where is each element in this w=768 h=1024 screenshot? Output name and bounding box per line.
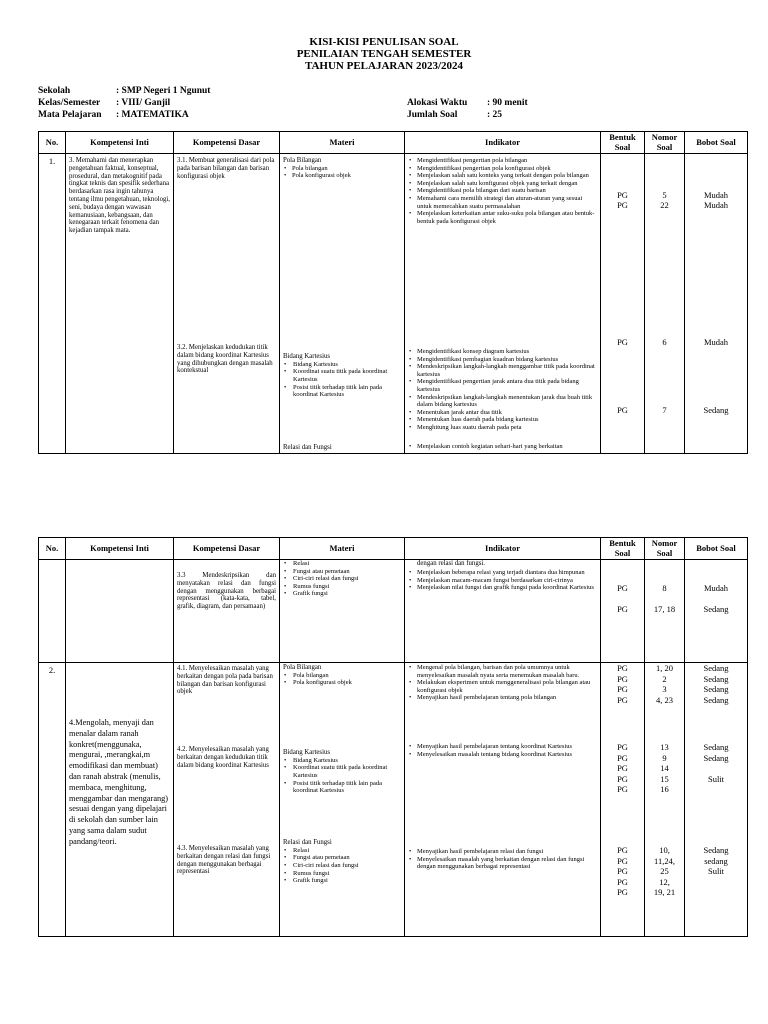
indikator-item: • Menyelesaikan masalah tentang bidang koordinat Kartesius [408,751,597,759]
bentuk-soal: PG [617,855,628,866]
bentuk-soal-group-4-1 [601,663,644,705]
indikator-item: • Mengidentifikasi pola bilangan dari suatu barisan [408,187,597,195]
nomor-soal: 14 [660,763,669,773]
header-no: No. [39,538,66,560]
materi-relasi-fungsi-title: Relasi dan Fungsi [283,444,332,451]
jumlah-value: : 25 [487,110,503,120]
bobot-soal: Sedang [703,684,729,694]
bobot-soal: Sulit [707,866,725,876]
indikator-item: • Mendeskripsikan langkah-langkah menentukan jarak dua buah titik dalam bidang kartesius [408,394,597,409]
indikator-list-3-3 [408,569,597,592]
kisi-table-1 [38,131,748,454]
materi-item: • Grafik fungsi [283,590,401,598]
materi-bidang-kartesius [283,353,401,399]
materi-title: Pola Bilangan [283,157,322,164]
header-bentuk-soal: Bentuk Soal [601,538,645,560]
header-no: No. [39,132,66,154]
bentuk-soal: PG [617,684,628,694]
indikator-list-3-2 [408,348,597,432]
nomor-soal: 9 [662,752,667,763]
indikator-item: • Menjelaskan salah satu konfigurasi objek yang terkait dengan [408,180,597,188]
indikator-item: • Mengidentifikasi pembagian kuadran bidang kartesius [408,356,597,364]
indikator-continuation: dengan relasi dan fungsi. [417,560,485,567]
materi-item: • Fungsi atau pemetaan [283,854,401,862]
kompetensi-dasar-3-2: 3.2. Menjelaskan kedudukan titik dalam bidang koordinat Kartesius yang dihubungkan dengan masalah kontekstual [177,344,273,375]
indikator-item: • Menjelaskan salah satu konteks yang terkait dengan pola bilangan [408,172,597,180]
bobot-soal [685,763,747,774]
header-materi: Materi [280,132,405,154]
materi-item: • Posisi titik terhadap titik lain pada koordinat Kartesius [283,384,401,399]
nomor-soal: 2 [662,673,667,684]
bentuk-soal: PG [617,190,628,200]
materi-bidang-kartesius [283,749,401,795]
nomor-soal: 3 [662,684,667,694]
bentuk-soal: PG [617,337,628,347]
indikator-item: • Memahami cara memilih strategi dan aturan-aturan yang sesuai untuk memecahkan suatu permasalahan [408,195,597,210]
materi-item: • Pola konfigurasi objek [283,172,401,180]
indikator-item: • Menyajikan hasil pembelajaran tentang koordinat Kartesius [408,743,597,751]
nomor-soal: 8 [662,583,667,593]
indikator-list-4-1 [408,664,597,702]
nomor-soal: 13 [660,742,669,752]
header-kompetensi-dasar: Kompetensi Dasar [174,132,280,154]
header-materi: Materi [280,538,405,560]
bentuk-soal: PG [617,694,628,705]
bobot-soal: Sedang [703,845,729,855]
bobot-soal: Mudah [703,337,729,347]
document-title-line-2: PENILAIAN TENGAH SEMESTER [296,48,472,60]
bobot-soal: Mudah [703,190,729,200]
nomor-soal: 11,24, [654,855,675,866]
kompetensi-dasar-4-2: 4.2. Menyelesaikan masalah yang berkaitan dengan kedudukan titik dalam bidang koordinat Kartesius [177,746,269,769]
materi-item: • Posisi titik terhadap titik lain pada koordinat Kartesius [283,780,401,795]
bobot-soal: Sedang [703,604,729,614]
sekolah-value: : SMP Negeri 1 Ngunut [116,86,211,96]
mapel-label: Mata Pelajaran [38,110,102,120]
bentuk-soal: PG [617,200,628,210]
materi-item: • Bidang Kartesius [283,757,401,765]
nomor-soal: 1, 20 [656,663,673,673]
header-bobot-soal: Bobot Soal [685,538,748,560]
materi-relasi-fungsi-list [283,560,401,598]
nomor-soal-group-4-1 [645,663,684,705]
bentuk-soal-group-4-3 [601,845,644,898]
indikator-item: • Menghitung luas suatu daerah pada peta [408,424,597,432]
materi-item: • Rumus fungsi [283,870,401,878]
materi-title: Relasi dan Fungsi [283,839,332,846]
bobot-soal: Sedang [703,405,729,415]
document-title-line-3: TAHUN PELAJARAN 2023/2024 [304,60,464,72]
nomor-soal-group-4-2 [645,742,684,795]
bobot-soal: Mudah [703,583,729,593]
indikator-item: • Mengenal pola bilangan, barisan dan pola umumnya untuk menyelesaikan masalah nyata serta menemukan masalah baru. [408,664,597,679]
indikator-list-4-3 [408,848,597,871]
alokasi-label: Alokasi Waktu [407,98,468,108]
bentuk-soal: PG [617,742,628,752]
materi-pola-bilangan [283,157,401,180]
kompetensi-dasar-3-1: 3.1. Membuat generalisasi dari pola pada barisan bilangan dan barisan konfigurasi objek [177,157,275,180]
indikator-list-3-1 [408,157,597,225]
indikator-list-relasi-start [408,443,597,451]
indikator-item: • Mengidentifikasi pengertian pola konfigurasi objek [408,165,597,173]
mapel-value: : MATEMATIKA [116,110,189,120]
bentuk-soal: PG [617,663,628,673]
jumlah-label: Jumlah Soal [407,110,458,120]
indikator-item: • Menentukan luas daerah pada bidang kartesius [408,416,597,424]
kisi-table-2 [38,537,748,937]
materi-item: • Ciri-ciri relasi dan fungsi [283,862,401,870]
nomor-soal: 22 [660,200,669,210]
nomor-soal: 15 [660,773,669,784]
indikator-list-4-2 [408,743,597,758]
bobot-soal: Sulit [707,773,725,784]
materi-title: Bidang Kartesius [283,353,331,360]
kompetensi-dasar-4-3: 4.3. Menyelesaikan masalah yang berkaitan dengan relasi dan fungsi dengan menggunakan berbagai representasi [177,845,271,876]
header-bentuk-soal: Bentuk Soal [601,132,645,154]
indikator-item: • Menjelaskan keterkaitan antar suku-suku pola bilangan atau bentuk-bentuk pada konfigurasi objek [408,210,597,225]
kompetensi-dasar-4-1: 4.1. Menyelesaikan masalah yang berkaitan dengan pola pada barisan bilangan dan barisan konfigurasi objek [177,665,273,696]
materi-item: • Relasi [283,560,401,568]
nomor-soal: 12, [659,876,670,887]
bobot-soal: Sedang [703,752,729,763]
row-number: 1. [48,156,56,166]
materi-item: • Koordinat suatu titik pada koordinat Kartesius [283,368,401,383]
kelas-label: Kelas/Semester [38,98,101,108]
indikator-item: • Menjelaskan contoh kegiatan sehari-hari yang berkaitan [408,443,597,451]
indikator-item: • Melakukan eksperimen untuk menggeneralisasi pola bilangan atau konfigurasi objek [408,679,597,694]
bentuk-soal: PG [617,405,628,415]
bentuk-soal: PG [617,784,628,794]
bentuk-soal: PG [617,752,628,763]
bentuk-soal: PG [617,763,628,773]
kelas-value: : VIII/ Ganjil [116,98,171,108]
header-kompetensi-inti: Kompetensi Inti [66,132,174,154]
materi-title: Pola Bilangan [283,664,322,671]
materi-item: • Pola bilangan [283,672,401,680]
header-bobot-soal: Bobot Soal [685,132,748,154]
bentuk-soal: PG [617,773,628,784]
bentuk-soal: PG [617,583,628,593]
indikator-item: • Menjelaskan nilai fungsi dan grafik fungsi pada koordinat Kartesius [408,584,597,592]
bentuk-soal: PG [617,845,628,855]
nomor-soal: 17, 18 [653,604,676,614]
header-kompetensi-inti: Kompetensi Inti [66,538,174,560]
indikator-item: • Mendeskripsikan langkah-langkah menggambar titik pada koordinat kartesius [408,363,597,378]
header-kompetensi-dasar: Kompetensi Dasar [174,538,280,560]
materi-item: • Bidang Kartesius [283,361,401,369]
nomor-soal: 25 [660,866,669,876]
bobot-soal: Sedang [703,742,729,752]
materi-item: • Pola bilangan [283,165,401,173]
materi-item: • Pola konfigurasi objek [283,679,401,687]
bentuk-soal: PG [617,876,628,887]
kompetensi-inti-3: 3. Memahami dan menerapkan pengetahuan faktual, konseptual, prosedural, dan metakognitif pada tingkat teknis dan spesifik sederhana berdasarkan rasa ingin tahunya tentang ilmu pengetahuan, teknologi, seni, budaya dengan wawasan kemanusiaan, kebangsaan, dan kenegaraan terkait fenomena dan kejadian tampak mata. [69,157,170,235]
header-indikator: Indikator [405,538,601,560]
materi-item: • Koordinat suatu titik pada koordinat Kartesius [283,764,401,779]
materi-pola-bilangan [283,664,401,687]
bobot-soal: Mudah [703,200,729,210]
sekolah-label: Sekolah [38,86,71,96]
bobot-soal-group-4-2 [685,742,747,795]
materi-item: • Ciri-ciri relasi dan fungsi [283,575,401,583]
alokasi-value: : 90 menit [487,98,528,108]
kompetensi-dasar-3-3: 3.3 Mendeskripsikan dan menyatakan relasi dan fungsi dengan menggunakan berbagai representasi (kata-kata, tabel, grafik, diagram, dan persamaan) [177,572,276,611]
bentuk-soal: PG [617,673,628,684]
bobot-soal-group-4-1 [685,663,747,705]
indikator-item: • Mengidentifikasi pengertian pola bilangan [408,157,597,165]
header-nomor-soal: Nomor Soal [645,132,685,154]
bobot-soal: Sedang [703,663,729,673]
bentuk-soal: PG [617,887,628,897]
indikator-item: • Menyajikan hasil pembelajaran tentang pola bilangan [408,694,597,702]
bentuk-soal: PG [617,604,628,614]
nomor-soal: 4, 23 [656,694,673,705]
row-number: 2. [48,665,56,675]
header-nomor-soal: Nomor Soal [645,538,685,560]
bobot-soal: sedang [704,855,728,866]
nomor-soal: 16 [660,784,669,794]
materi-item: • Rumus fungsi [283,583,401,591]
materi-title: Bidang Kartesius [283,749,331,756]
nomor-soal-group-4-3 [645,845,684,898]
bobot-soal: Sedang [703,673,729,684]
nomor-soal: 6 [662,337,667,347]
document-title-line-1: KISI-KISI PENULISAN SOAL [309,36,459,48]
bentuk-soal: PG [617,866,628,876]
bobot-soal-group-4-3 [685,845,747,877]
indikator-item: • Menyajikan hasil pembelajaran relasi dan fungsi [408,848,597,856]
indikator-item: • Menjelaskan beberapa relasi yang terjadi diantara dua himpunan [408,569,597,577]
nomor-soal: 10, [659,845,670,855]
nomor-soal: 7 [662,405,667,415]
materi-item: • Grafik fungsi [283,877,401,885]
materi-relasi-fungsi [283,839,401,885]
materi-item: • Relasi [283,847,401,855]
bentuk-soal-group-4-2 [601,742,644,795]
nomor-soal: 5 [662,190,667,200]
indikator-item: • Menentukan jarak antar dua titik [408,409,597,417]
indikator-item: • Menyelesaikan masalah yang berkaitan dengan relasi dan fungsi dengan menggunakan berbagai representasi [408,856,597,871]
bobot-soal: Sedang [703,694,729,705]
indikator-item: • Mengidentifikasi konsep diagram kartesius [408,348,597,356]
indikator-item: • Menjelaskan macam-macam fungsi berdasarkan ciri-cirinya [408,577,597,585]
header-indikator: Indikator [405,132,601,154]
materi-item: • Fungsi atau pemetaan [283,568,401,576]
bobot-soal [685,784,747,795]
nomor-soal: 19, 21 [653,887,676,897]
kompetensi-inti-4: 4.Mengolah, menyaji dan menalar dalam ranah konkret(menggunaka, mengurai, ,merangkai,m emodifikasi dan membuat) dan ranah abstrak (menulis, membaca, menghitung, menggambar dan mengarang) sesuai dengan yang dipelajari di sekolah dan sumber lain yang sama dalam sudut pandang/teori. [69,718,169,846]
indikator-item: • Mengidentifikasi pengertian jarak antara dua titik pada bidang kartesius [408,378,597,393]
